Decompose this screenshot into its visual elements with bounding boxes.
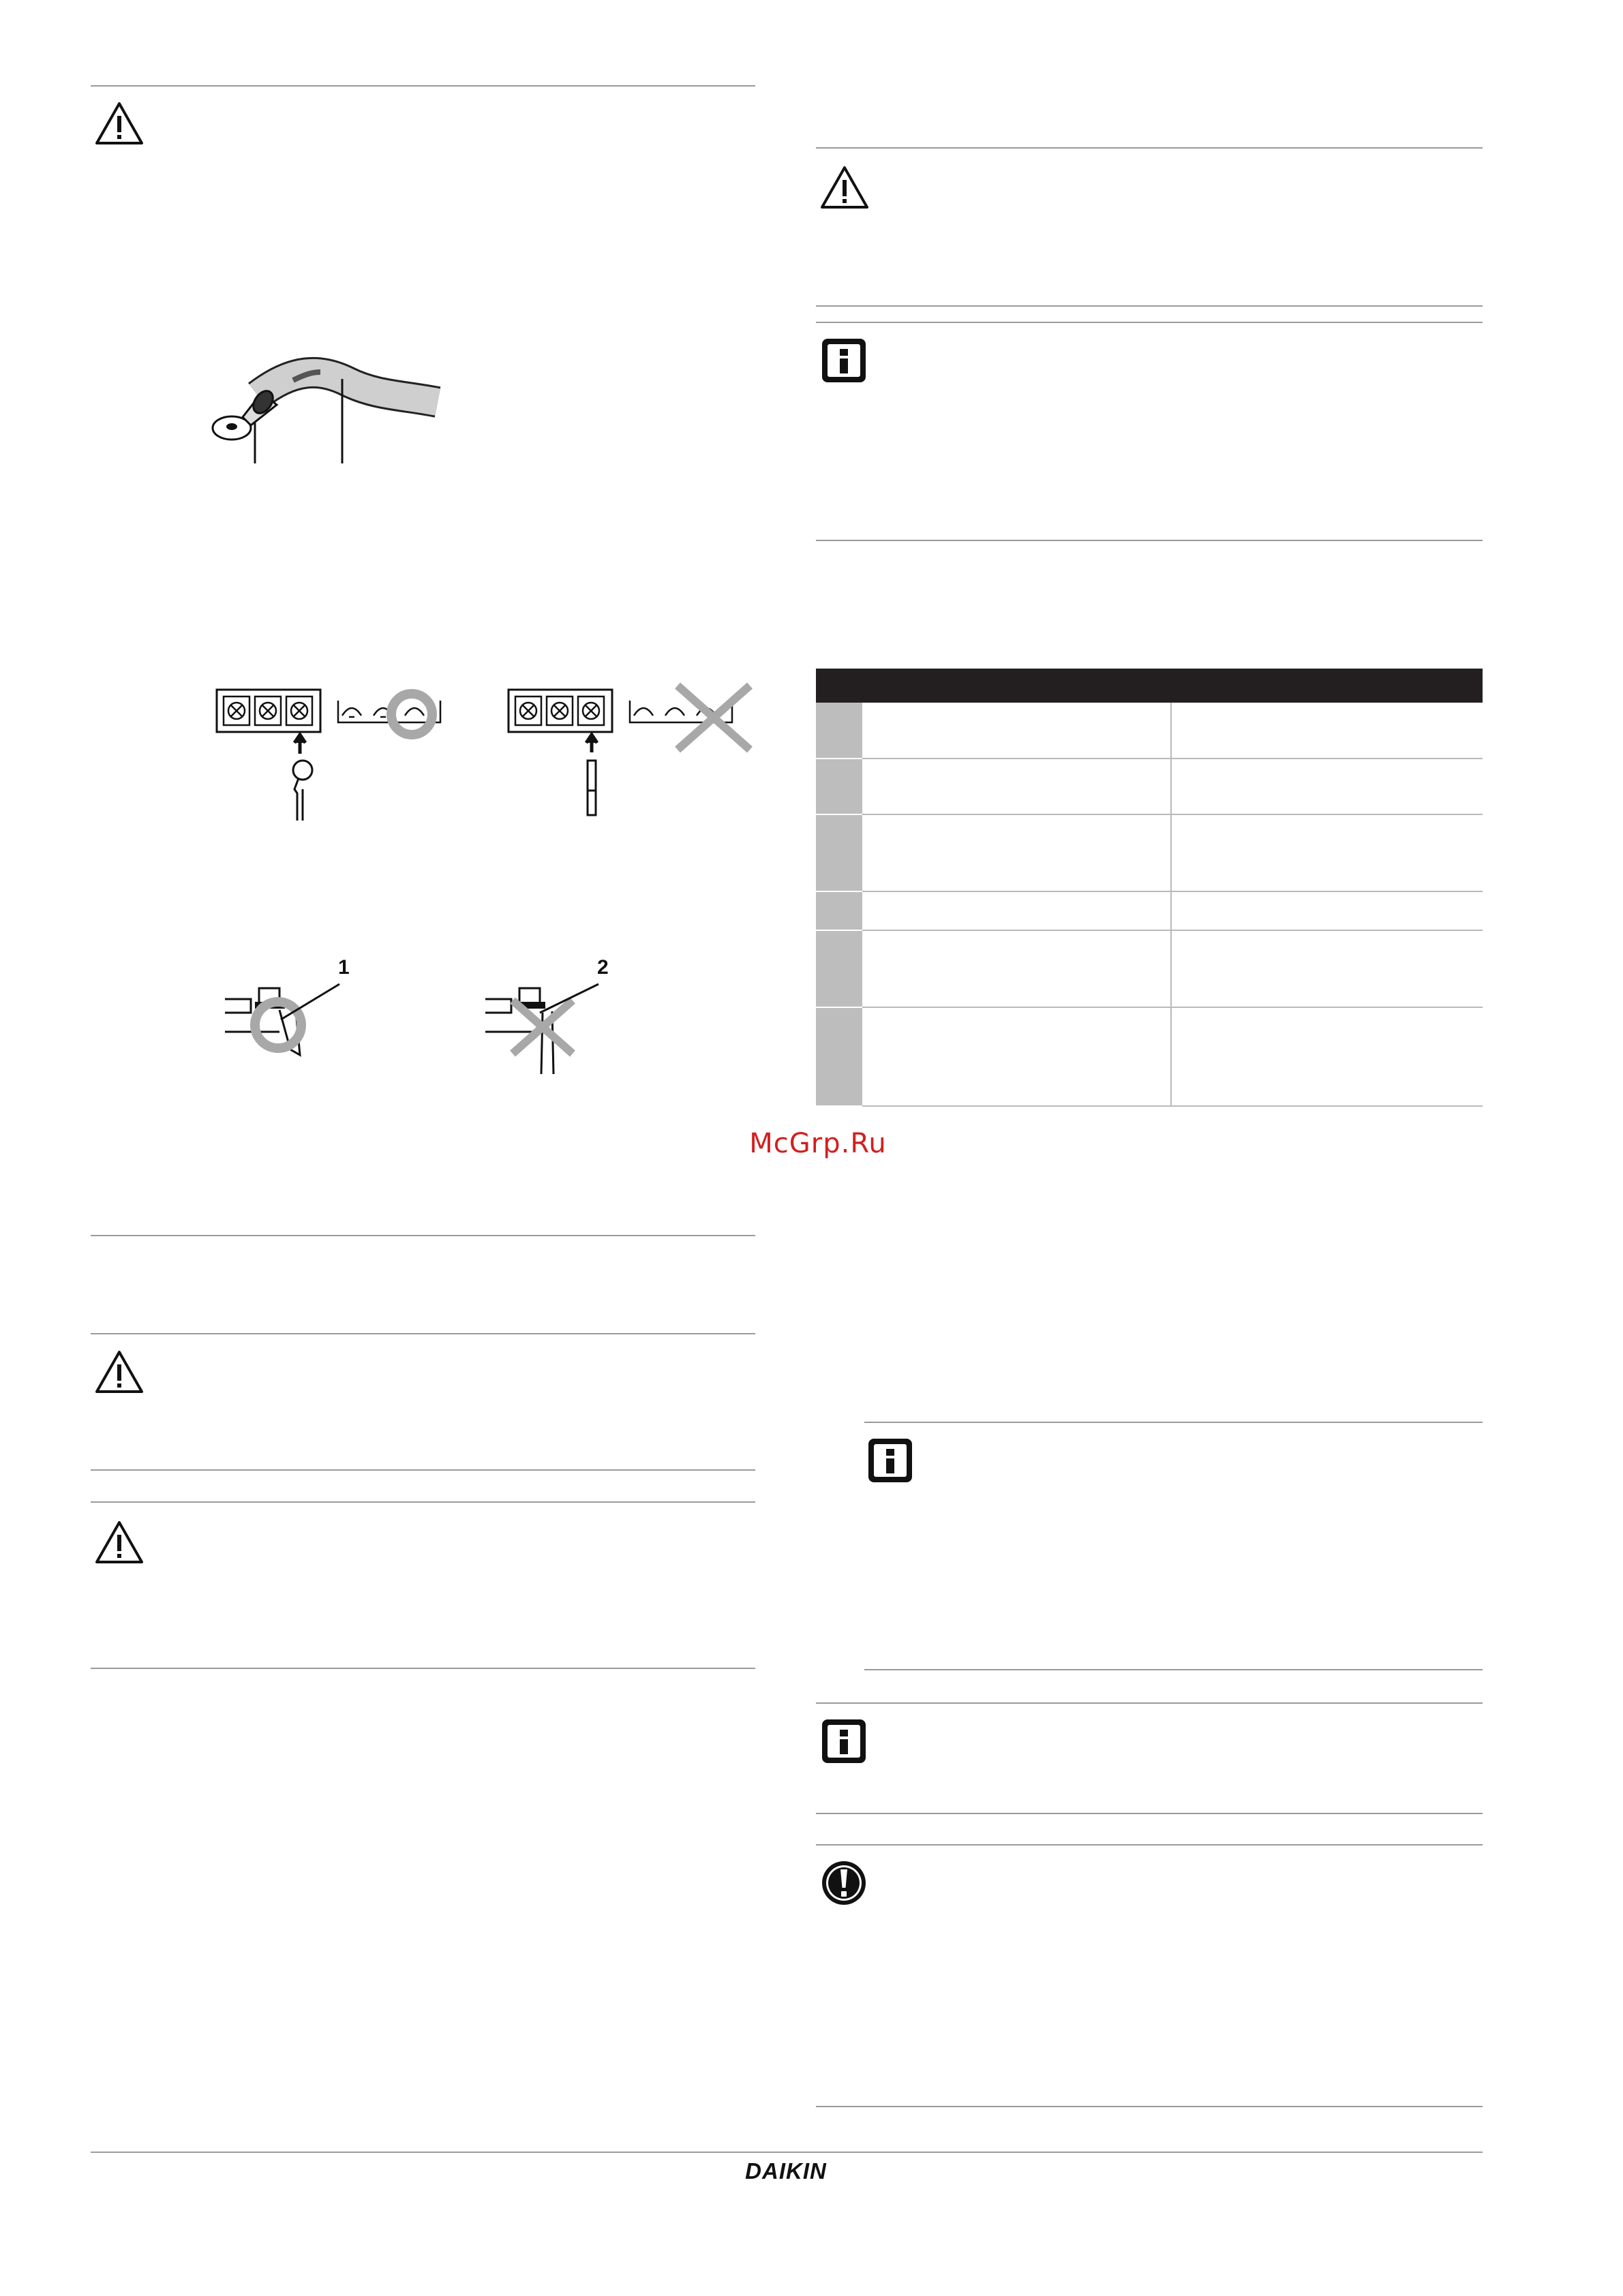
specification-table — [816, 669, 1483, 1107]
rule-right-1 — [816, 147, 1483, 149]
rule-right-3 — [816, 322, 1483, 323]
rule-right-9 — [816, 1844, 1483, 1846]
warning-triangle-icon — [94, 1520, 145, 1565]
callout-1: 1 — [338, 956, 350, 979]
watermark: McGrp.Ru — [749, 1128, 887, 1159]
correct-circle-icon — [391, 694, 432, 735]
table-row — [816, 703, 1483, 759]
rule-right-7 — [816, 1702, 1483, 1704]
table-row — [816, 1007, 1483, 1106]
rule-left-2 — [91, 1333, 755, 1334]
table-row — [816, 814, 1483, 891]
top-rule-left — [91, 85, 755, 87]
crimp-terminal-figure — [211, 354, 443, 463]
table-row — [816, 891, 1483, 930]
rule-right-6 — [864, 1669, 1483, 1670]
daikin-logo: DAIKIN — [745, 2158, 827, 2184]
rule-left-3 — [91, 1469, 755, 1471]
terminal-correct-figure — [215, 687, 461, 823]
info-box-icon — [820, 337, 868, 384]
rule-left-4 — [91, 1501, 755, 1503]
table-header-cell — [862, 669, 1171, 703]
wrong-cross-icon — [678, 686, 750, 750]
callout-2: 2 — [597, 956, 609, 979]
rule-right-5 — [864, 1422, 1483, 1423]
table-row — [816, 759, 1483, 814]
rule-left-5 — [91, 1668, 755, 1669]
info-box-icon — [866, 1437, 914, 1484]
mandatory-exclamation-icon — [820, 1859, 868, 1907]
info-box-icon — [820, 1717, 868, 1765]
footer-rule — [91, 2152, 1483, 2153]
rule-right-4 — [816, 540, 1483, 541]
rule-left-1 — [91, 1235, 755, 1236]
table-row — [816, 930, 1483, 1007]
table-header-cell — [1171, 669, 1483, 703]
rule-right-2 — [816, 305, 1483, 307]
warning-triangle-icon — [819, 165, 870, 210]
rule-right-10 — [816, 2106, 1483, 2107]
warning-triangle-icon — [94, 101, 145, 146]
terminal-wrong-figure — [507, 682, 759, 825]
screw-terminal-wrong-figure — [485, 979, 622, 1081]
table-header-row — [816, 669, 1483, 703]
warning-triangle-icon — [94, 1349, 145, 1394]
table-header-cell — [816, 669, 862, 703]
screw-terminal-correct-figure — [225, 979, 361, 1074]
rule-right-8 — [816, 1813, 1483, 1814]
